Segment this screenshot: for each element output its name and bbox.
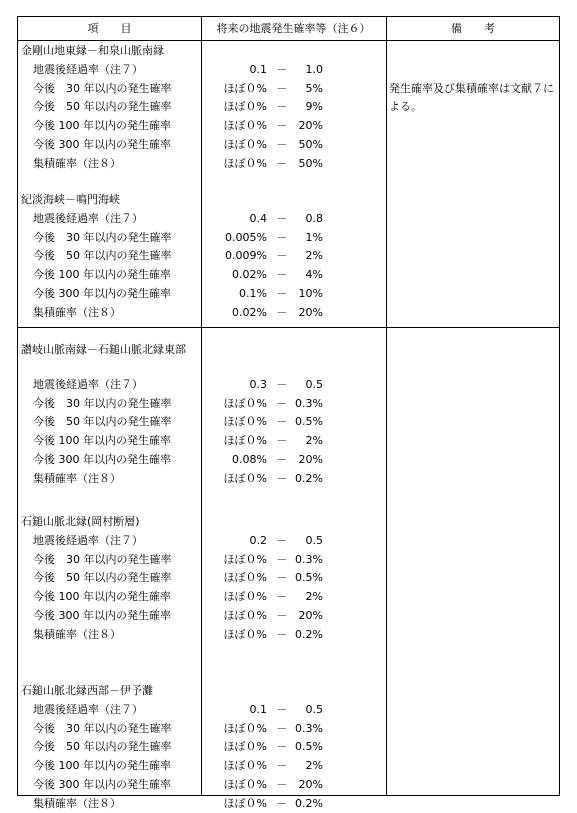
range-dash: － (275, 432, 289, 451)
column-divider (386, 17, 387, 795)
value-high: 1% (253, 229, 323, 248)
remark-text: 発生確率及び集積確率は文献７による。 (389, 80, 559, 116)
value-high: 0.5% (253, 738, 323, 757)
value-high: 9% (253, 98, 323, 117)
section-title: 石鎚山脈北縁(岡村断層) (21, 513, 201, 530)
value-high: 50% (253, 155, 323, 174)
row-label: 今後 50 年以内の発生確率 (33, 413, 172, 432)
row-label: 地震後経過率（注７） (33, 532, 143, 551)
value-high: 0.2% (253, 795, 323, 813)
range-dash: － (275, 376, 289, 395)
row-label: 今後 50 年以内の発生確率 (33, 98, 172, 117)
range-dash: － (275, 229, 289, 248)
row-label: 今後 30 年以内の発生確率 (33, 395, 172, 414)
row-label: 今後 30 年以内の発生確率 (33, 551, 172, 570)
value-low: 0.009% (193, 247, 267, 266)
value-high: 0.5% (253, 413, 323, 432)
value-low: ほぼ０% (193, 569, 267, 588)
value-low: ほぼ０% (193, 588, 267, 607)
value-high: 20% (253, 304, 323, 323)
section-title: 讃岐山脈南縁－石鎚山脈北縁東部 (21, 341, 201, 358)
value-low: ほぼ０% (193, 738, 267, 757)
section-title: 紀淡海峡－鳴門海峡 (21, 191, 201, 208)
row-divider (18, 327, 559, 328)
row-label: 集積確率（注８） (33, 795, 121, 813)
range-dash: － (275, 720, 289, 739)
row-label: 地震後経過率（注７） (33, 210, 143, 229)
value-high: 0.5% (253, 569, 323, 588)
range-dash: － (275, 795, 289, 813)
row-label: 集積確率（注８） (33, 155, 121, 174)
row-label: 今後 30 年以内の発生確率 (33, 229, 172, 248)
value-high: 4% (253, 266, 323, 285)
value-low: 0.4 (193, 210, 267, 229)
value-high: 5% (253, 80, 323, 99)
value-high: 20% (253, 117, 323, 136)
value-high: 0.5 (253, 532, 323, 551)
value-low: ほぼ０% (193, 720, 267, 739)
value-low: 0.005% (193, 229, 267, 248)
value-low: ほぼ０% (193, 776, 267, 795)
row-label: 地震後経過率（注７） (33, 61, 143, 80)
value-low: ほぼ０% (193, 626, 267, 645)
value-low: 0.2 (193, 532, 267, 551)
header-probability: 将来の地震発生確率等（注６） (201, 17, 386, 40)
value-high: 2% (253, 432, 323, 451)
range-dash: － (275, 451, 289, 470)
value-high: 0.2% (253, 470, 323, 489)
value-low: 0.1 (193, 61, 267, 80)
range-dash: － (275, 413, 289, 432)
range-dash: － (275, 136, 289, 155)
value-high: 2% (253, 588, 323, 607)
range-dash: － (275, 626, 289, 645)
row-label: 地震後経過率（注７） (33, 701, 143, 720)
range-dash: － (275, 117, 289, 136)
header-remarks: 備 考 (386, 17, 560, 40)
row-label: 今後 300 年以内の発生確率 (33, 136, 171, 155)
row-label: 今後 100 年以内の発生確率 (33, 588, 171, 607)
row-label: 今後 50 年以内の発生確率 (33, 569, 172, 588)
header-item: 項 目 (18, 17, 201, 40)
row-label: 今後 300 年以内の発生確率 (33, 607, 171, 626)
value-low: 0.02% (193, 266, 267, 285)
section-title: 金剛山地東縁－和泉山脈南縁 (21, 42, 201, 59)
row-label: 集積確率（注８） (33, 626, 121, 645)
range-dash: － (275, 98, 289, 117)
value-low: ほぼ０% (193, 413, 267, 432)
row-label: 今後 300 年以内の発生確率 (33, 451, 171, 470)
range-dash: － (275, 532, 289, 551)
value-low: ほぼ０% (193, 551, 267, 570)
range-dash: － (275, 266, 289, 285)
range-dash: － (275, 155, 289, 174)
row-label: 地震後経過率（注７） (33, 376, 143, 395)
header-divider (18, 40, 559, 41)
row-label: 今後 50 年以内の発生確率 (33, 247, 172, 266)
range-dash: － (275, 701, 289, 720)
value-low: 0.02% (193, 304, 267, 323)
value-low: ほぼ０% (193, 98, 267, 117)
value-high: 0.5 (253, 701, 323, 720)
row-label: 今後 100 年以内の発生確率 (33, 757, 171, 776)
value-high: 20% (253, 451, 323, 470)
value-high: 50% (253, 136, 323, 155)
value-low: ほぼ０% (193, 470, 267, 489)
value-low: 0.1 (193, 701, 267, 720)
value-low: ほぼ０% (193, 136, 267, 155)
section-title: 石鎚山脈北縁西部－伊予灘 (21, 682, 201, 699)
value-high: 10% (253, 285, 323, 304)
value-high: 1.0 (253, 61, 323, 80)
row-label: 集積確率（注８） (33, 470, 121, 489)
value-low: 0.3 (193, 376, 267, 395)
value-low: ほぼ０% (193, 80, 267, 99)
value-low: ほぼ０% (193, 155, 267, 174)
range-dash: － (275, 210, 289, 229)
row-label: 今後 30 年以内の発生確率 (33, 720, 172, 739)
value-high: 0.3% (253, 720, 323, 739)
row-label: 今後 100 年以内の発生確率 (33, 432, 171, 451)
range-dash: － (275, 757, 289, 776)
row-label: 今後 100 年以内の発生確率 (33, 266, 171, 285)
range-dash: － (275, 588, 289, 607)
range-dash: － (275, 470, 289, 489)
value-low: 0.08% (193, 451, 267, 470)
row-label: 今後 300 年以内の発生確率 (33, 776, 171, 795)
row-label: 集積確率（注８） (33, 304, 121, 323)
value-high: 0.3% (253, 551, 323, 570)
range-dash: － (275, 738, 289, 757)
value-low: ほぼ０% (193, 117, 267, 136)
range-dash: － (275, 304, 289, 323)
row-label: 今後 50 年以内の発生確率 (33, 738, 172, 757)
value-high: 20% (253, 607, 323, 626)
value-high: 20% (253, 776, 323, 795)
value-high: 2% (253, 247, 323, 266)
value-high: 2% (253, 757, 323, 776)
range-dash: － (275, 395, 289, 414)
value-low: ほぼ０% (193, 757, 267, 776)
row-label: 今後 300 年以内の発生確率 (33, 285, 171, 304)
value-low: ほぼ０% (193, 432, 267, 451)
row-label: 今後 30 年以内の発生確率 (33, 80, 172, 99)
value-low: ほぼ０% (193, 395, 267, 414)
value-high: 0.2% (253, 626, 323, 645)
row-label: 今後 100 年以内の発生確率 (33, 117, 171, 136)
value-high: 0.8 (253, 210, 323, 229)
range-dash: － (275, 776, 289, 795)
range-dash: － (275, 80, 289, 99)
probability-table (17, 16, 560, 796)
range-dash: － (275, 285, 289, 304)
value-high: 0.5 (253, 376, 323, 395)
value-low: ほぼ０% (193, 795, 267, 813)
value-low: ほぼ０% (193, 607, 267, 626)
range-dash: － (275, 61, 289, 80)
value-low: 0.1% (193, 285, 267, 304)
value-high: 0.3% (253, 395, 323, 414)
range-dash: － (275, 247, 289, 266)
range-dash: － (275, 607, 289, 626)
range-dash: － (275, 551, 289, 570)
range-dash: － (275, 569, 289, 588)
